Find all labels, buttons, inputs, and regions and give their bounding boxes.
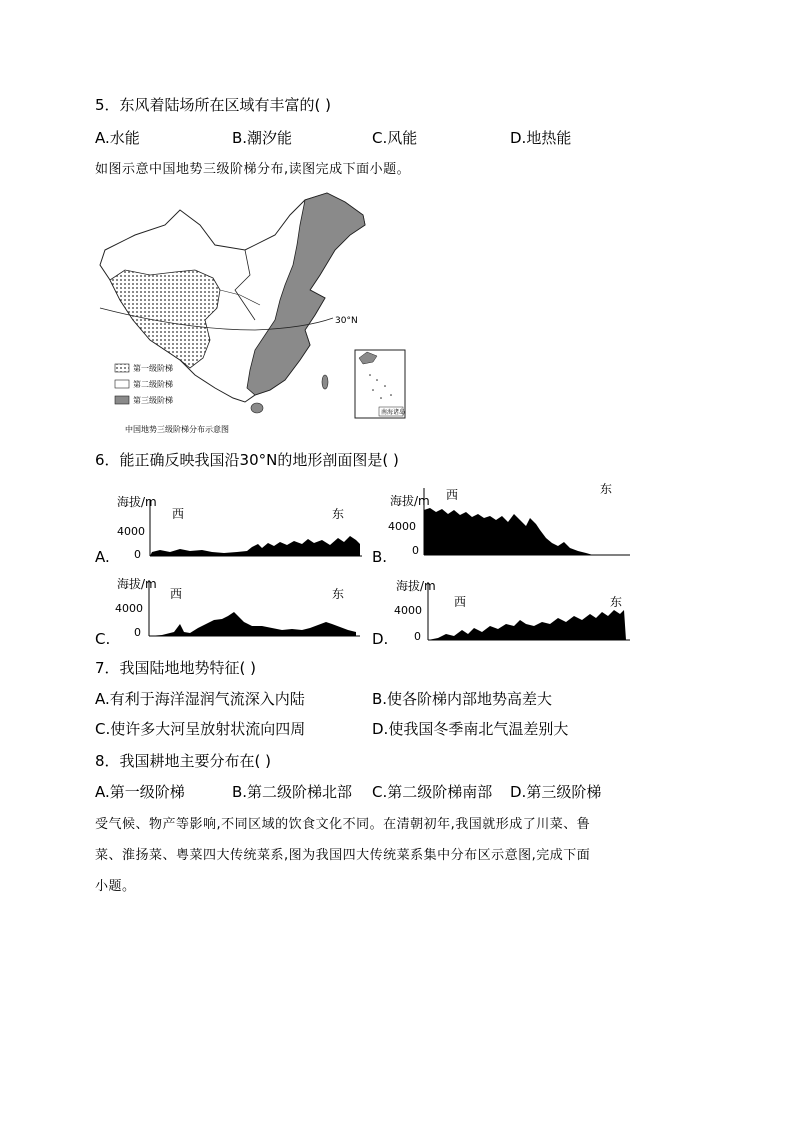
profile-b-east: 东 xyxy=(600,482,613,496)
profile-a-east: 东 xyxy=(332,507,345,521)
profile-c-ytick-top: 4000 xyxy=(115,602,143,615)
q8-option-b: B.第二级阶梯北部 xyxy=(232,783,353,801)
q7-option-b: B.使各阶梯内部地势高差大 xyxy=(372,690,553,708)
intro-paragraph-2-line-2: 菜、淮扬菜、粤菜四大传统菜系,图为我国四大传统菜系集中分布区示意图,完成下面 xyxy=(95,848,591,863)
first-step-region xyxy=(110,270,220,368)
q8-option-a: A.第一级阶梯 xyxy=(95,783,185,801)
q5-option-b: B.潮汐能 xyxy=(232,129,293,147)
profile-d-east: 东 xyxy=(610,595,623,609)
profile-c-west: 西 xyxy=(170,587,183,601)
q6-option-a: A. xyxy=(95,548,110,566)
profile-d-ytick-zero: 0 xyxy=(414,630,421,643)
profile-c xyxy=(112,572,367,647)
profile-b-ylabel: 海拔/m xyxy=(390,494,430,508)
profile-b-ytick-top: 4000 xyxy=(388,520,416,533)
profile-b xyxy=(388,478,638,560)
profile-b-west: 西 xyxy=(446,488,459,502)
profile-c-east: 东 xyxy=(332,587,345,601)
latitude-label: 30°N xyxy=(335,316,358,326)
q8-option-c: C.第二级阶梯南部 xyxy=(372,783,493,801)
q6-option-c: C. xyxy=(95,630,111,648)
profile-a-west: 西 xyxy=(172,507,185,521)
q8-option-d: D.第三级阶梯 xyxy=(510,783,602,801)
q8-stem: 8．我国耕地主要分布在( ) xyxy=(95,752,272,770)
q5-option-d: D.地热能 xyxy=(510,129,572,147)
profile-a-ylabel: 海拔/m xyxy=(117,495,157,509)
profile-c-ytick-zero: 0 xyxy=(134,626,141,639)
q7-stem: 7．我国陆地地势特征( ) xyxy=(95,659,257,677)
profile-d xyxy=(394,574,639,646)
intro-paragraph-1: 如图示意中国地势三级阶梯分布,读图完成下面小题。 xyxy=(95,162,411,177)
china-terrain-map xyxy=(95,190,415,440)
profile-d-ytick-top: 4000 xyxy=(394,604,422,617)
q5-option-a: A.水能 xyxy=(95,129,140,147)
profile-a-ytick-zero: 0 xyxy=(134,548,141,561)
q6-option-b: B. xyxy=(372,548,388,566)
q5-option-c: C.风能 xyxy=(372,129,418,147)
intro-paragraph-2-line-1: 受气候、物产等影响,不同区域的饮食文化不同。在清朝初年,我国就形成了川菜、鲁 xyxy=(95,817,591,832)
inset-label: 南海诸岛 xyxy=(381,409,406,416)
q6-option-d: D. xyxy=(372,630,389,648)
q6-stem: 6．能正确反映我国沿30°N的地形剖面图是( ) xyxy=(95,451,399,469)
legend-third-step: 第三级阶梯 xyxy=(133,396,173,405)
legend-first-step: 第一级阶梯 xyxy=(133,364,173,373)
profile-a xyxy=(112,490,367,565)
intro-paragraph-2-line-3: 小题。 xyxy=(95,879,136,894)
legend-second-step: 第二级阶梯 xyxy=(133,380,173,389)
profile-d-west: 西 xyxy=(454,595,467,609)
q5-stem: 5．东风着陆场所在区域有丰富的( ) xyxy=(95,96,332,114)
profile-c-ylabel: 海拔/m xyxy=(117,577,157,591)
profile-a-ytick-top: 4000 xyxy=(117,525,145,538)
q7-option-a: A.有利于海洋湿润气流深入内陆 xyxy=(95,690,305,708)
profile-d-ylabel: 海拔/m xyxy=(396,579,436,593)
profile-b-ytick-zero: 0 xyxy=(412,544,419,557)
q7-option-d: D.使我国冬季南北气温差别大 xyxy=(372,720,569,738)
map-caption: 中国地势三级阶梯分布示意图 xyxy=(125,425,229,434)
q7-option-c: C.使许多大河呈放射状流向四周 xyxy=(95,720,306,738)
